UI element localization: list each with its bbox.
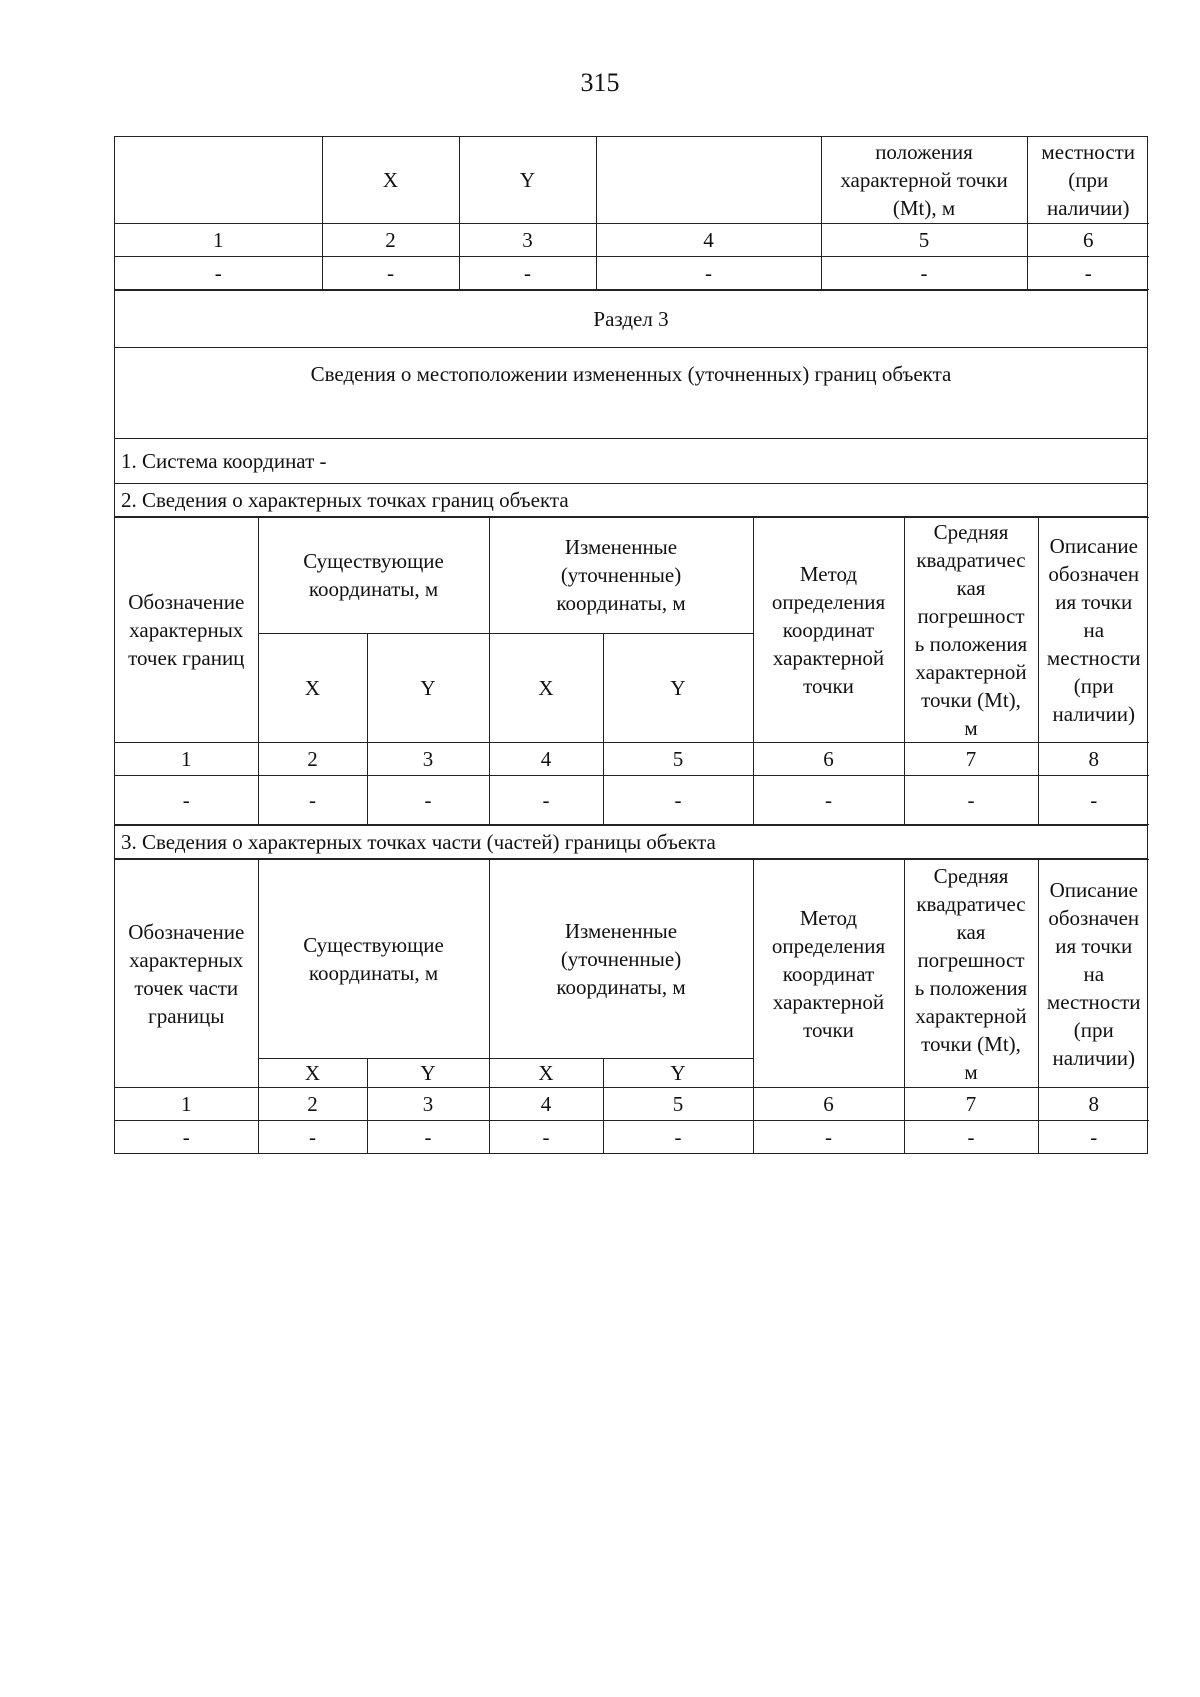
header-cell-x: X [322, 137, 459, 224]
table-cell: - [258, 776, 367, 825]
table-cell: - [1038, 776, 1149, 825]
table-cell: - [1038, 1121, 1149, 1154]
existing-y-header: Y [367, 1059, 489, 1088]
continuation-table [115, 137, 1149, 290]
description-header: Описание обозначен ия точки на местности (при наличии) [1038, 860, 1149, 1088]
table-cell: - [753, 1121, 904, 1154]
boundary-part-points-table [115, 859, 1149, 1153]
table-cell: - [115, 776, 258, 825]
table-cell: - [1027, 257, 1149, 290]
column-number: 3 [459, 224, 596, 257]
table-cell: - [367, 1121, 489, 1154]
column-number: 5 [603, 743, 753, 776]
method-header: Метод определения координат характерной точки [753, 518, 904, 743]
designation-header: Обозначение характерных точек части границы [115, 860, 258, 1088]
column-number: 5 [603, 1088, 753, 1121]
data-row [115, 776, 1149, 825]
table-cell: - [904, 1121, 1038, 1154]
document-table-frame [114, 136, 1148, 1154]
column-number: 2 [258, 1088, 367, 1121]
table-cell: - [459, 257, 596, 290]
changed-y-header: Y [603, 633, 753, 742]
existing-y-header: Y [367, 633, 489, 742]
column-number: 3 [367, 743, 489, 776]
block3-title: 3. Сведения о характерных точках части (частей) границы объекта [115, 826, 1147, 859]
column-number: 1 [115, 1088, 258, 1121]
table-cell: - [489, 1121, 603, 1154]
table-cell: - [367, 776, 489, 825]
header-cell-y: Y [459, 137, 596, 224]
table-cell: - [115, 1121, 258, 1154]
section-description: Сведения о местоположении измененных (уточненных) границ объекта [115, 348, 1147, 439]
column-number: 6 [753, 743, 904, 776]
column-number: 3 [367, 1088, 489, 1121]
changed-x-header: X [489, 1059, 603, 1088]
section-header-table [115, 290, 1147, 517]
column-number: 7 [904, 743, 1038, 776]
column-number: 5 [821, 224, 1027, 257]
changed-coords-header: Измененные (уточненные) координаты, м [489, 860, 753, 1059]
table-cell: - [489, 776, 603, 825]
block3-title-table [115, 825, 1147, 859]
column-number: 1 [115, 224, 322, 257]
changed-x-header: X [489, 633, 603, 742]
header-cell-error: положения характерной точки (Mt), м [821, 137, 1027, 224]
table-cell: - [603, 1121, 753, 1154]
continuation-header-row [115, 137, 1149, 224]
column-number-row [115, 224, 1149, 257]
coordinate-system-line: 1. Система координат - [115, 439, 1147, 484]
table-cell: - [322, 257, 459, 290]
column-number-row [115, 1088, 1149, 1121]
data-row [115, 257, 1149, 290]
column-number: 6 [1027, 224, 1149, 257]
method-header: Метод определения координат характерной точки [753, 860, 904, 1088]
table-cell: - [603, 776, 753, 825]
data-row [115, 1121, 1149, 1154]
table-cell: - [753, 776, 904, 825]
section-title: Раздел 3 [115, 291, 1147, 348]
column-number: 4 [489, 743, 603, 776]
existing-coords-header: Существующие координаты, м [258, 860, 489, 1059]
boundary-points-table [115, 517, 1149, 825]
error-header: Средняя квадратичес кая погрешност ь положения характерной точки (Mt), м [904, 860, 1038, 1088]
existing-coords-header: Существующие координаты, м [258, 518, 489, 634]
changed-coords-header: Измененные (уточненные) координаты, м [489, 518, 753, 634]
column-number: 4 [489, 1088, 603, 1121]
column-number-row [115, 743, 1149, 776]
column-number: 1 [115, 743, 258, 776]
header-cell [596, 137, 821, 224]
header-cell-description: местности (при наличии) [1027, 137, 1149, 224]
column-number: 2 [322, 224, 459, 257]
table-cell: - [258, 1121, 367, 1154]
error-header: Средняя квадратичес кая погрешност ь положения характерной точки (Mt), м [904, 518, 1038, 743]
column-number: 4 [596, 224, 821, 257]
table-cell: - [821, 257, 1027, 290]
existing-x-header: X [258, 1059, 367, 1088]
column-number: 8 [1038, 1088, 1149, 1121]
header-cell [115, 137, 322, 224]
page-number: 315 [580, 68, 620, 97]
designation-header: Обозначение характерных точек границ [115, 518, 258, 743]
table-cell: - [904, 776, 1038, 825]
changed-y-header: Y [603, 1059, 753, 1088]
column-number: 6 [753, 1088, 904, 1121]
column-number: 7 [904, 1088, 1038, 1121]
table-cell: - [115, 257, 322, 290]
block2-title: 2. Сведения о характерных точках границ объекта [115, 484, 1147, 517]
existing-x-header: X [258, 633, 367, 742]
description-header: Описание обозначен ия точки на местности (при наличии) [1038, 518, 1149, 743]
column-number: 8 [1038, 743, 1149, 776]
column-number: 2 [258, 743, 367, 776]
table-cell: - [596, 257, 821, 290]
